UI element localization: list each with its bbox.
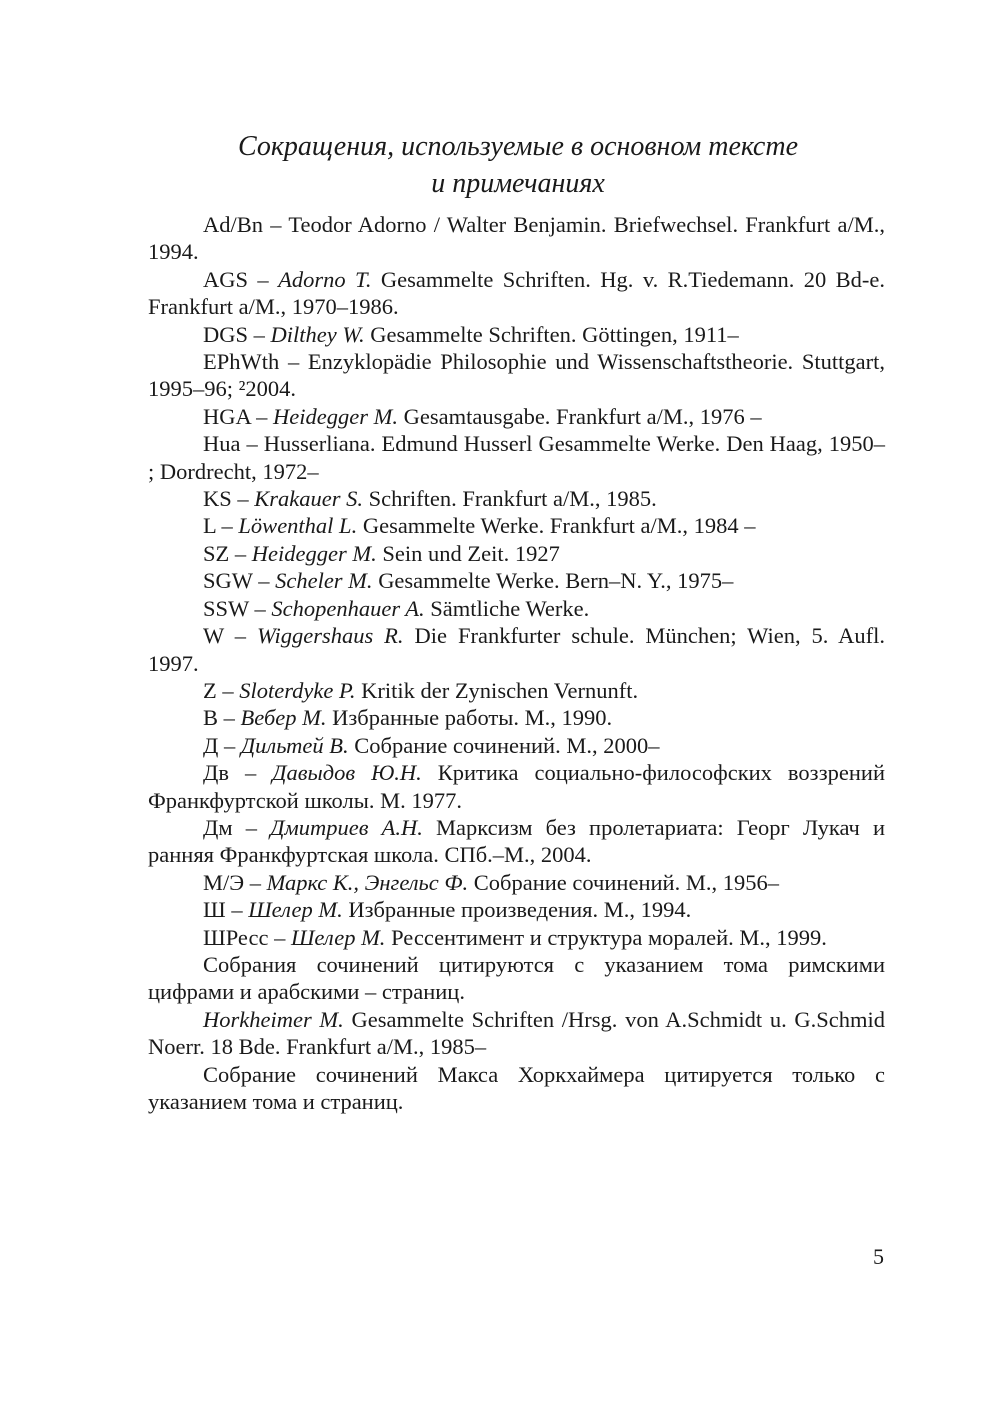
note-horkheimer: Собрание сочинений Макса Хоркхаймера цитируется только с указанием тома и страниц. bbox=[148, 1061, 885, 1114]
entry-l: L – Löwenthal L. Gesammelte Werke. Frankfurt a/M., 1984 – bbox=[203, 513, 756, 539]
title-line-2: и примечаниях bbox=[431, 168, 605, 199]
entry-ssw: SSW – Schopenhauer A. Sämtliche Werke. bbox=[203, 595, 590, 621]
entry-ephwth: EPhWth – Enzyklopädie Philosophie und Wissenschaftstheorie. Stuttgart, 1995–96; ²2004. bbox=[148, 349, 886, 402]
entry-me: М/Э – Маркс К., Энгельс Ф. Собрание сочинений. М., 1956– bbox=[203, 869, 779, 895]
page-number: 5 bbox=[873, 1244, 884, 1269]
page-title bbox=[148, 128, 888, 202]
abbreviations-list bbox=[148, 211, 885, 1115]
entry-hga: HGA – Heidegger M. Gesamtausgabe. Frankfurt a/M., 1976 – bbox=[203, 403, 762, 429]
entry-d: Д – Дильтей В. Собрание сочинений. М., 2000– bbox=[203, 732, 660, 758]
entry-hua: Hua – Husserliana. Edmund Husserl Gesammelte Werke. Den Haag, 1950– ; Dordrecht, 1972– bbox=[148, 431, 885, 484]
entry-shress: ШРесс – Шелер М. Рессентимент и структура моралей. М., 1999. bbox=[203, 924, 827, 950]
entry-v: В – Вебер М. Избранные работы. М., 1990. bbox=[203, 705, 613, 731]
entry-adbn: Ad/Bn – Teodor Adorno / Walter Benjamin. Briefwechsel. Frankfurt a/M., 1994. bbox=[148, 212, 885, 265]
entry-dgs: DGS – Dilthey W. Gesammelte Schriften. Göttingen, 1911– bbox=[203, 321, 739, 347]
entry-ks: KS – Krakauer S. Schriften. Frankfurt a/M., 1985. bbox=[203, 486, 657, 512]
entry-horkheimer: Horkheimer M. Gesammelte Schriften /Hrsg. von A.Schmidt u. G.Schmid Noerr. 18 Bde. Frankfurt a/M., 1985– bbox=[148, 1006, 885, 1060]
entry-ags: AGS – Adorno T. Gesammelte Schriften. Hg. v. R.Tiedemann. 20 Bd-e. Frankfurt a/M., 1970–1986. bbox=[148, 266, 886, 320]
title-line-1: Сокращения, используемые в основном тексте bbox=[237, 131, 799, 162]
entry-dm: Дм – Дмитриев А.Н. Марксизм без пролетариата: Георг Лукач и ранняя Франкфуртская школа. СПб.–М., 2004. bbox=[148, 814, 886, 868]
entry-w: W – Wiggershaus R. Die Frankfurter schule. München; Wien, 5. Aufl. 1997. bbox=[148, 623, 886, 676]
entry-sgw: SGW – Scheler M. Gesammelte Werke. Bern–N. Y., 1975– bbox=[203, 568, 734, 594]
entry-dv: Дв – Давыдов Ю.Н. Критика социально-философских воззрений Франкфуртской школы. М. 1977. bbox=[148, 760, 885, 813]
entry-z: Z – Sloterdyke P. Kritik der Zynischen Vernunft. bbox=[203, 677, 639, 703]
note-roman-numerals: Собрания сочинений цитируются с указанием тома римскими цифрами и арабскими – страниц. bbox=[148, 951, 885, 1005]
entry-sz: SZ – Heidegger M. Sein und Zeit. 1927 bbox=[203, 540, 560, 566]
entry-sh: Ш – Шелер М. Избранные произведения. М., 1994. bbox=[203, 897, 692, 923]
